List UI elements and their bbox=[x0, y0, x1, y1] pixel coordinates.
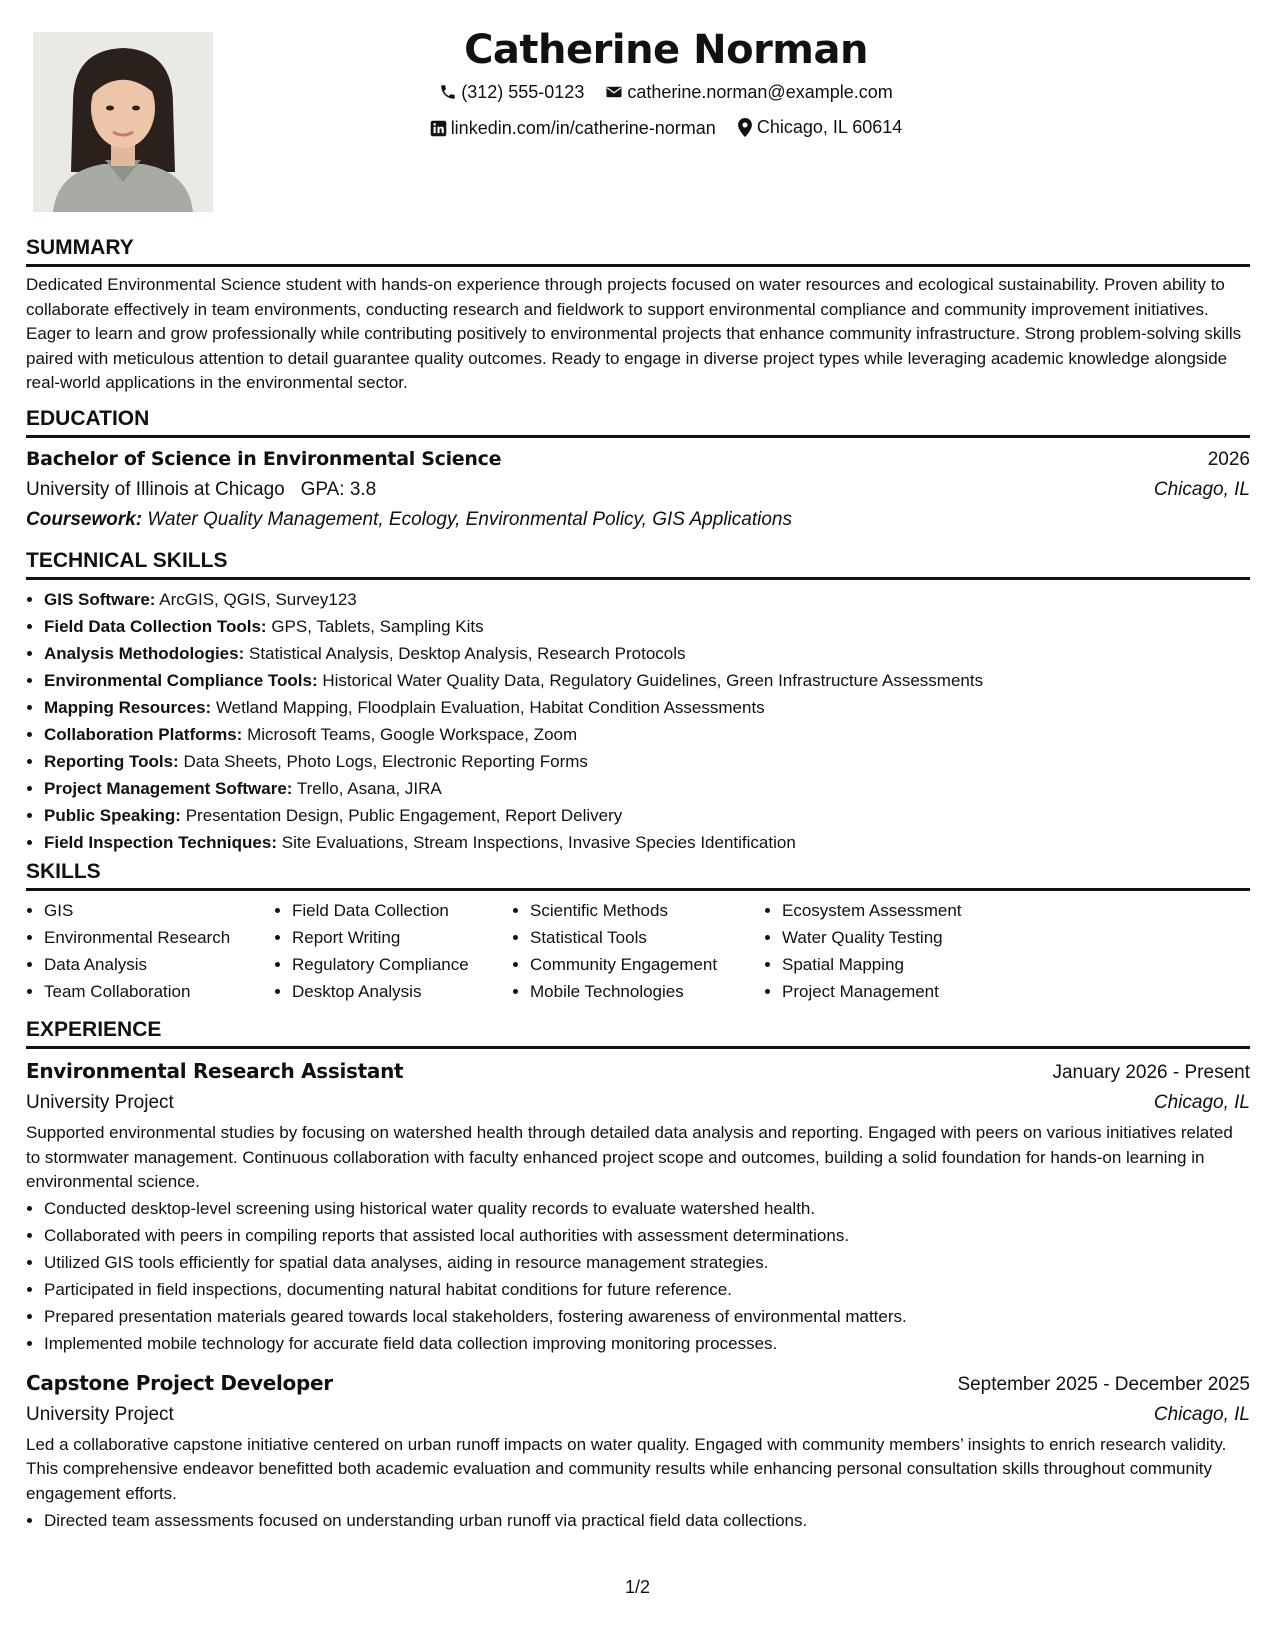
phone-text: (312) 555-0123 bbox=[461, 82, 585, 102]
header bbox=[266, 24, 1066, 147]
coursework-list: Water Quality Management, Ecology, Environmental Policy, GIS Applications bbox=[147, 509, 792, 530]
list-item bbox=[44, 640, 1250, 667]
job-role: Environmental Research Assistant bbox=[26, 1059, 404, 1083]
list-item: • Field Data Collection bbox=[292, 897, 512, 924]
list-item: • Regulatory Compliance bbox=[292, 951, 512, 978]
skills-grid bbox=[26, 897, 1250, 1005]
job-location: Chicago, IL bbox=[1153, 1092, 1250, 1113]
section-title: EXPERIENCE bbox=[26, 1017, 1250, 1049]
skill-label: GIS Software: bbox=[44, 590, 156, 609]
skill-label: Field Data Collection Tools: bbox=[44, 617, 267, 636]
contact-line-1 bbox=[266, 76, 1066, 111]
section-title: SUMMARY bbox=[26, 235, 1250, 267]
list-item: • Conducted desktop-level screening using historical water quality records to evaluate watershed health. bbox=[44, 1195, 1250, 1222]
job-org: University Project bbox=[26, 1403, 174, 1425]
list-item: • Scientific Methods bbox=[530, 897, 764, 924]
map-pin-icon bbox=[737, 118, 753, 137]
list-item: • Project Management bbox=[782, 978, 1042, 1005]
list-item bbox=[44, 829, 1250, 856]
list-item: • Utilized GIS tools efficiently for spatial data analyses, aiding in resource management strategies. bbox=[44, 1249, 1250, 1276]
gpa: GPA: 3.8 bbox=[300, 479, 377, 500]
list-item: • Report Writing bbox=[292, 924, 512, 951]
job-org-row bbox=[26, 1400, 1250, 1430]
job-location: Chicago, IL bbox=[1153, 1403, 1250, 1425]
section-title: EDUCATION bbox=[26, 406, 1250, 438]
candidate-name: Catherine Norman bbox=[464, 27, 868, 73]
experience-section bbox=[26, 1017, 1250, 1534]
skill-label: Public Speaking: bbox=[44, 806, 181, 825]
list-item: • Directed team assessments focused on understanding urban runoff via practical field data collections. bbox=[44, 1507, 1250, 1534]
job-dates: January 2026 - Present bbox=[1052, 1062, 1250, 1083]
list-item: • Desktop Analysis bbox=[292, 978, 512, 1005]
list-item: • Collaborated with peers in compiling reports that assisted local authorities with assessment determinations. bbox=[44, 1222, 1250, 1249]
skill-label: Project Management Software: bbox=[44, 779, 293, 798]
job-description: Supported environmental studies by focusing on watershed health through detailed data analysis and reporting. Engaged with peers on various initiatives related to stormwater management. Continuous collaboration with faculty enhanced project scope and outcomes, building a solid foundation for hands-on learning in environmental science. bbox=[26, 1123, 1233, 1192]
skill-label: Environmental Compliance Tools: bbox=[44, 671, 318, 690]
skill-label: Field Inspection Techniques: bbox=[44, 833, 277, 852]
envelope-icon bbox=[605, 83, 623, 101]
section-title: TECHNICAL SKILLS bbox=[26, 548, 1250, 580]
list-item: • Team Collaboration bbox=[44, 978, 274, 1005]
list-item: • Implemented mobile technology for accurate field data collection improving monitoring processes. bbox=[44, 1330, 1250, 1357]
graduation-year: 2026 bbox=[1207, 449, 1250, 470]
list-item bbox=[44, 694, 1250, 721]
list-item bbox=[44, 802, 1250, 829]
list-item: • Mobile Technologies bbox=[530, 978, 764, 1005]
job-description: Led a collaborative capstone initiative centered on urban runoff impacts on water quality. Engaged with community members’ insights to enrich research validity. This comprehensive endeavor benefitted both academic evaluation and community results while enhancing personal consultation skills throughout community engagement efforts. bbox=[26, 1434, 1227, 1503]
job-header-row bbox=[26, 1367, 1250, 1400]
job-org: University Project bbox=[26, 1092, 174, 1113]
education-header-row bbox=[26, 444, 1250, 475]
job-org-row bbox=[26, 1088, 1250, 1118]
school-location: Chicago, IL bbox=[1153, 479, 1250, 500]
phone-contact bbox=[439, 76, 584, 108]
list-item: • Statistical Tools bbox=[530, 924, 764, 951]
resume-page bbox=[26, 0, 1250, 1650]
skill-label: Reporting Tools: bbox=[44, 752, 179, 771]
linkedin-contact[interactable] bbox=[430, 112, 716, 144]
skills-column bbox=[26, 897, 274, 1005]
job-entry bbox=[26, 1055, 1250, 1357]
skill-value: ArcGIS, QGIS, Survey123 bbox=[159, 590, 357, 609]
list-item: • Data Analysis bbox=[44, 951, 274, 978]
skill-value: Presentation Design, Public Engagement, Report Delivery bbox=[185, 806, 623, 825]
skills-section bbox=[26, 859, 1250, 1005]
list-item: • Spatial Mapping bbox=[782, 951, 1042, 978]
coursework-line bbox=[26, 505, 1250, 535]
list-item bbox=[44, 586, 1250, 613]
location-text: Chicago, IL 60614 bbox=[756, 117, 903, 137]
page-number: 1/2 bbox=[624, 1577, 651, 1597]
list-item: • GIS bbox=[44, 897, 274, 924]
skill-label: Mapping Resources: bbox=[44, 698, 212, 717]
skill-value: Statistical Analysis, Desktop Analysis, Research Protocols bbox=[248, 644, 686, 663]
job-header-row bbox=[26, 1055, 1250, 1088]
school-line bbox=[26, 475, 376, 505]
school-name: University of Illinois at Chicago bbox=[26, 479, 285, 500]
list-item bbox=[44, 775, 1250, 802]
section-title: SKILLS bbox=[26, 859, 1250, 891]
list-item bbox=[44, 748, 1250, 775]
skills-column bbox=[512, 897, 764, 1005]
technical-skills-section bbox=[26, 548, 1250, 856]
skill-label: Collaboration Platforms: bbox=[44, 725, 243, 744]
job-bullets bbox=[26, 1195, 1250, 1357]
education-section bbox=[26, 406, 1250, 535]
skill-value: Site Evaluations, Stream Inspections, Invasive Species Identification bbox=[281, 833, 796, 852]
list-item: • Water Quality Testing bbox=[782, 924, 1042, 951]
technical-skills-list bbox=[26, 586, 1250, 856]
email-contact[interactable] bbox=[605, 76, 892, 108]
summary-section bbox=[26, 235, 1250, 396]
contact-line-2 bbox=[266, 111, 1066, 147]
linkedin-icon bbox=[430, 120, 447, 137]
list-item bbox=[44, 667, 1250, 694]
education-school-row bbox=[26, 475, 1250, 505]
job-entry bbox=[26, 1367, 1250, 1534]
skills-column bbox=[274, 897, 512, 1005]
location-contact bbox=[737, 111, 902, 143]
degree: Bachelor of Science in Environmental Science bbox=[26, 448, 502, 470]
job-role: Capstone Project Developer bbox=[26, 1370, 333, 1395]
skill-value: Historical Water Quality Data, Regulatory Guidelines, Green Infrastructure Assessments bbox=[322, 671, 984, 690]
list-item: • Environmental Research bbox=[44, 924, 274, 951]
coursework-label: Coursework: bbox=[26, 509, 143, 530]
list-item: • Prepared presentation materials geared towards local stakeholders, fostering awareness of environmental matters. bbox=[44, 1303, 1250, 1330]
profile-photo bbox=[33, 32, 213, 212]
skill-value: Trello, Asana, JIRA bbox=[296, 779, 442, 798]
list-item: • Ecosystem Assessment bbox=[782, 897, 1042, 924]
skill-label: Analysis Methodologies: bbox=[44, 644, 245, 663]
email-text: catherine.norman@example.com bbox=[627, 82, 893, 102]
list-item: • Community Engagement bbox=[530, 951, 764, 978]
list-item bbox=[44, 721, 1250, 748]
skill-value: Data Sheets, Photo Logs, Electronic Reporting Forms bbox=[183, 752, 588, 771]
skills-column bbox=[764, 897, 1042, 1005]
job-dates: September 2025 - December 2025 bbox=[957, 1373, 1250, 1395]
list-item bbox=[44, 613, 1250, 640]
linkedin-text: linkedin.com/in/catherine-norman bbox=[450, 118, 716, 138]
summary-text: Dedicated Environmental Science student with hands-on experience through projects focused on water resources and ecological sustainability. Proven ability to collaborate effectively in team environments, conducting research and fieldwork to support environmental compliance and community improvement initiatives. Eager to learn and grow professionally while contributing positively to environmental projects that enhance community infrastructure. Strong problem-solving skills paired with meticulous attention to detail guarantee quality outcomes. Ready to engage in diverse project types while leveraging academic knowledge alongside real-world applications in the environmental sector. bbox=[26, 275, 1242, 393]
skill-value: GPS, Tablets, Sampling Kits bbox=[271, 617, 484, 636]
list-item: • Participated in field inspections, documenting natural habitat conditions for future reference. bbox=[44, 1276, 1250, 1303]
skill-value: Microsoft Teams, Google Workspace, Zoom bbox=[247, 725, 578, 744]
phone-icon bbox=[439, 83, 457, 101]
skill-value: Wetland Mapping, Floodplain Evaluation, Habitat Condition Assessments bbox=[215, 698, 765, 717]
job-bullets bbox=[26, 1507, 1250, 1534]
